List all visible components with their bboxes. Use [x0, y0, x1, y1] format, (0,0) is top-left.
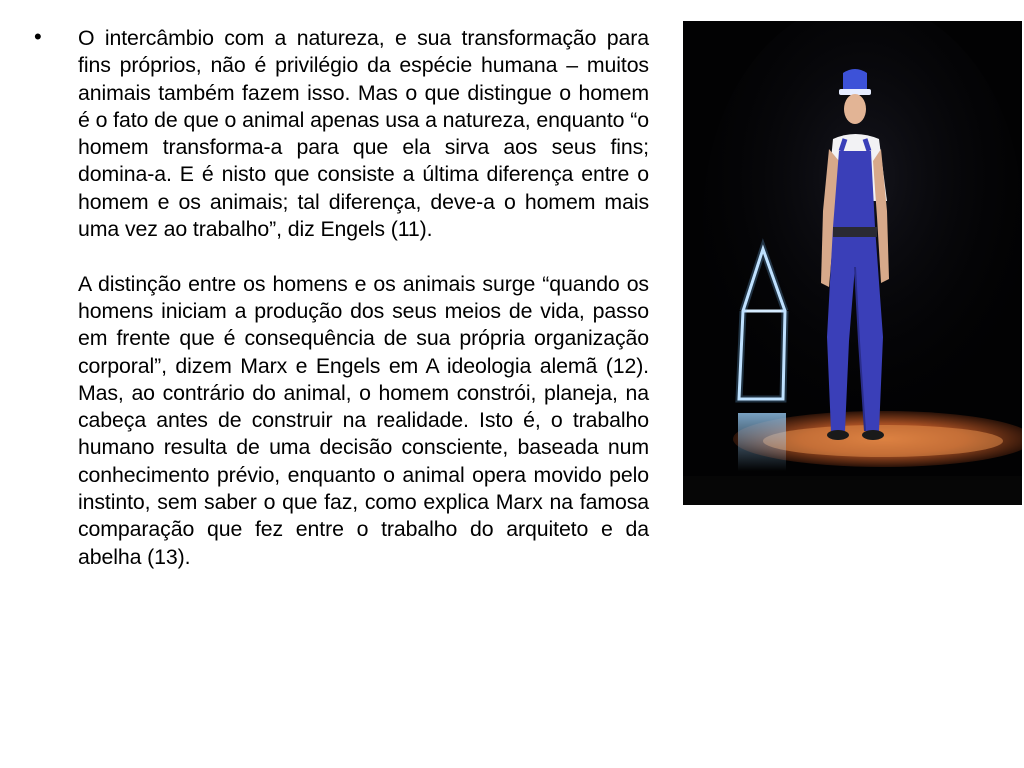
paragraph-1: O intercâmbio com a natureza, e sua transformação para fins próprios, não é privilégio da espécie humana – muitos animais também fazem isso. Mas o que distingue o homem é o fato de que o animal apenas usa a natureza, enquanto “o homem transforma-a para que ela sirva aos seus fins; domina-a. E é nisto que consiste a última diferença entre o homem e os animais; tal diferença, deve-a o homem mais uma vez ao trabalho”, diz Engels (11).: [78, 26, 649, 242]
bullet-point: •: [34, 24, 42, 49]
body-text: [78, 25, 649, 571]
paragraph-gap: [78, 243, 649, 270]
neon-reflection: [738, 413, 786, 471]
photo-illustration: [683, 21, 1022, 505]
stage-performer-photo: [683, 21, 1022, 505]
paragraph-2: A distinção entre os homens e os animais surge “quando os homens iniciam a produção dos seus meios de vida, passo em frente que é consequência de sua própria organização corporal”, dizem Marx e Engels em A ideologia alemã (12). Mas, ao contrário do animal, o homem constrói, planeja, na cabeça antes de construir na realidade. Isto é, o trabalho humano resulta de uma decisão consciente, baseada num conhecimento prévio, enquanto o animal opera movido pelo instinto, sem saber o que faz, como explica Marx na famosa comparação que fez entre o trabalho do arquiteto e da abelha (13).: [78, 271, 649, 569]
